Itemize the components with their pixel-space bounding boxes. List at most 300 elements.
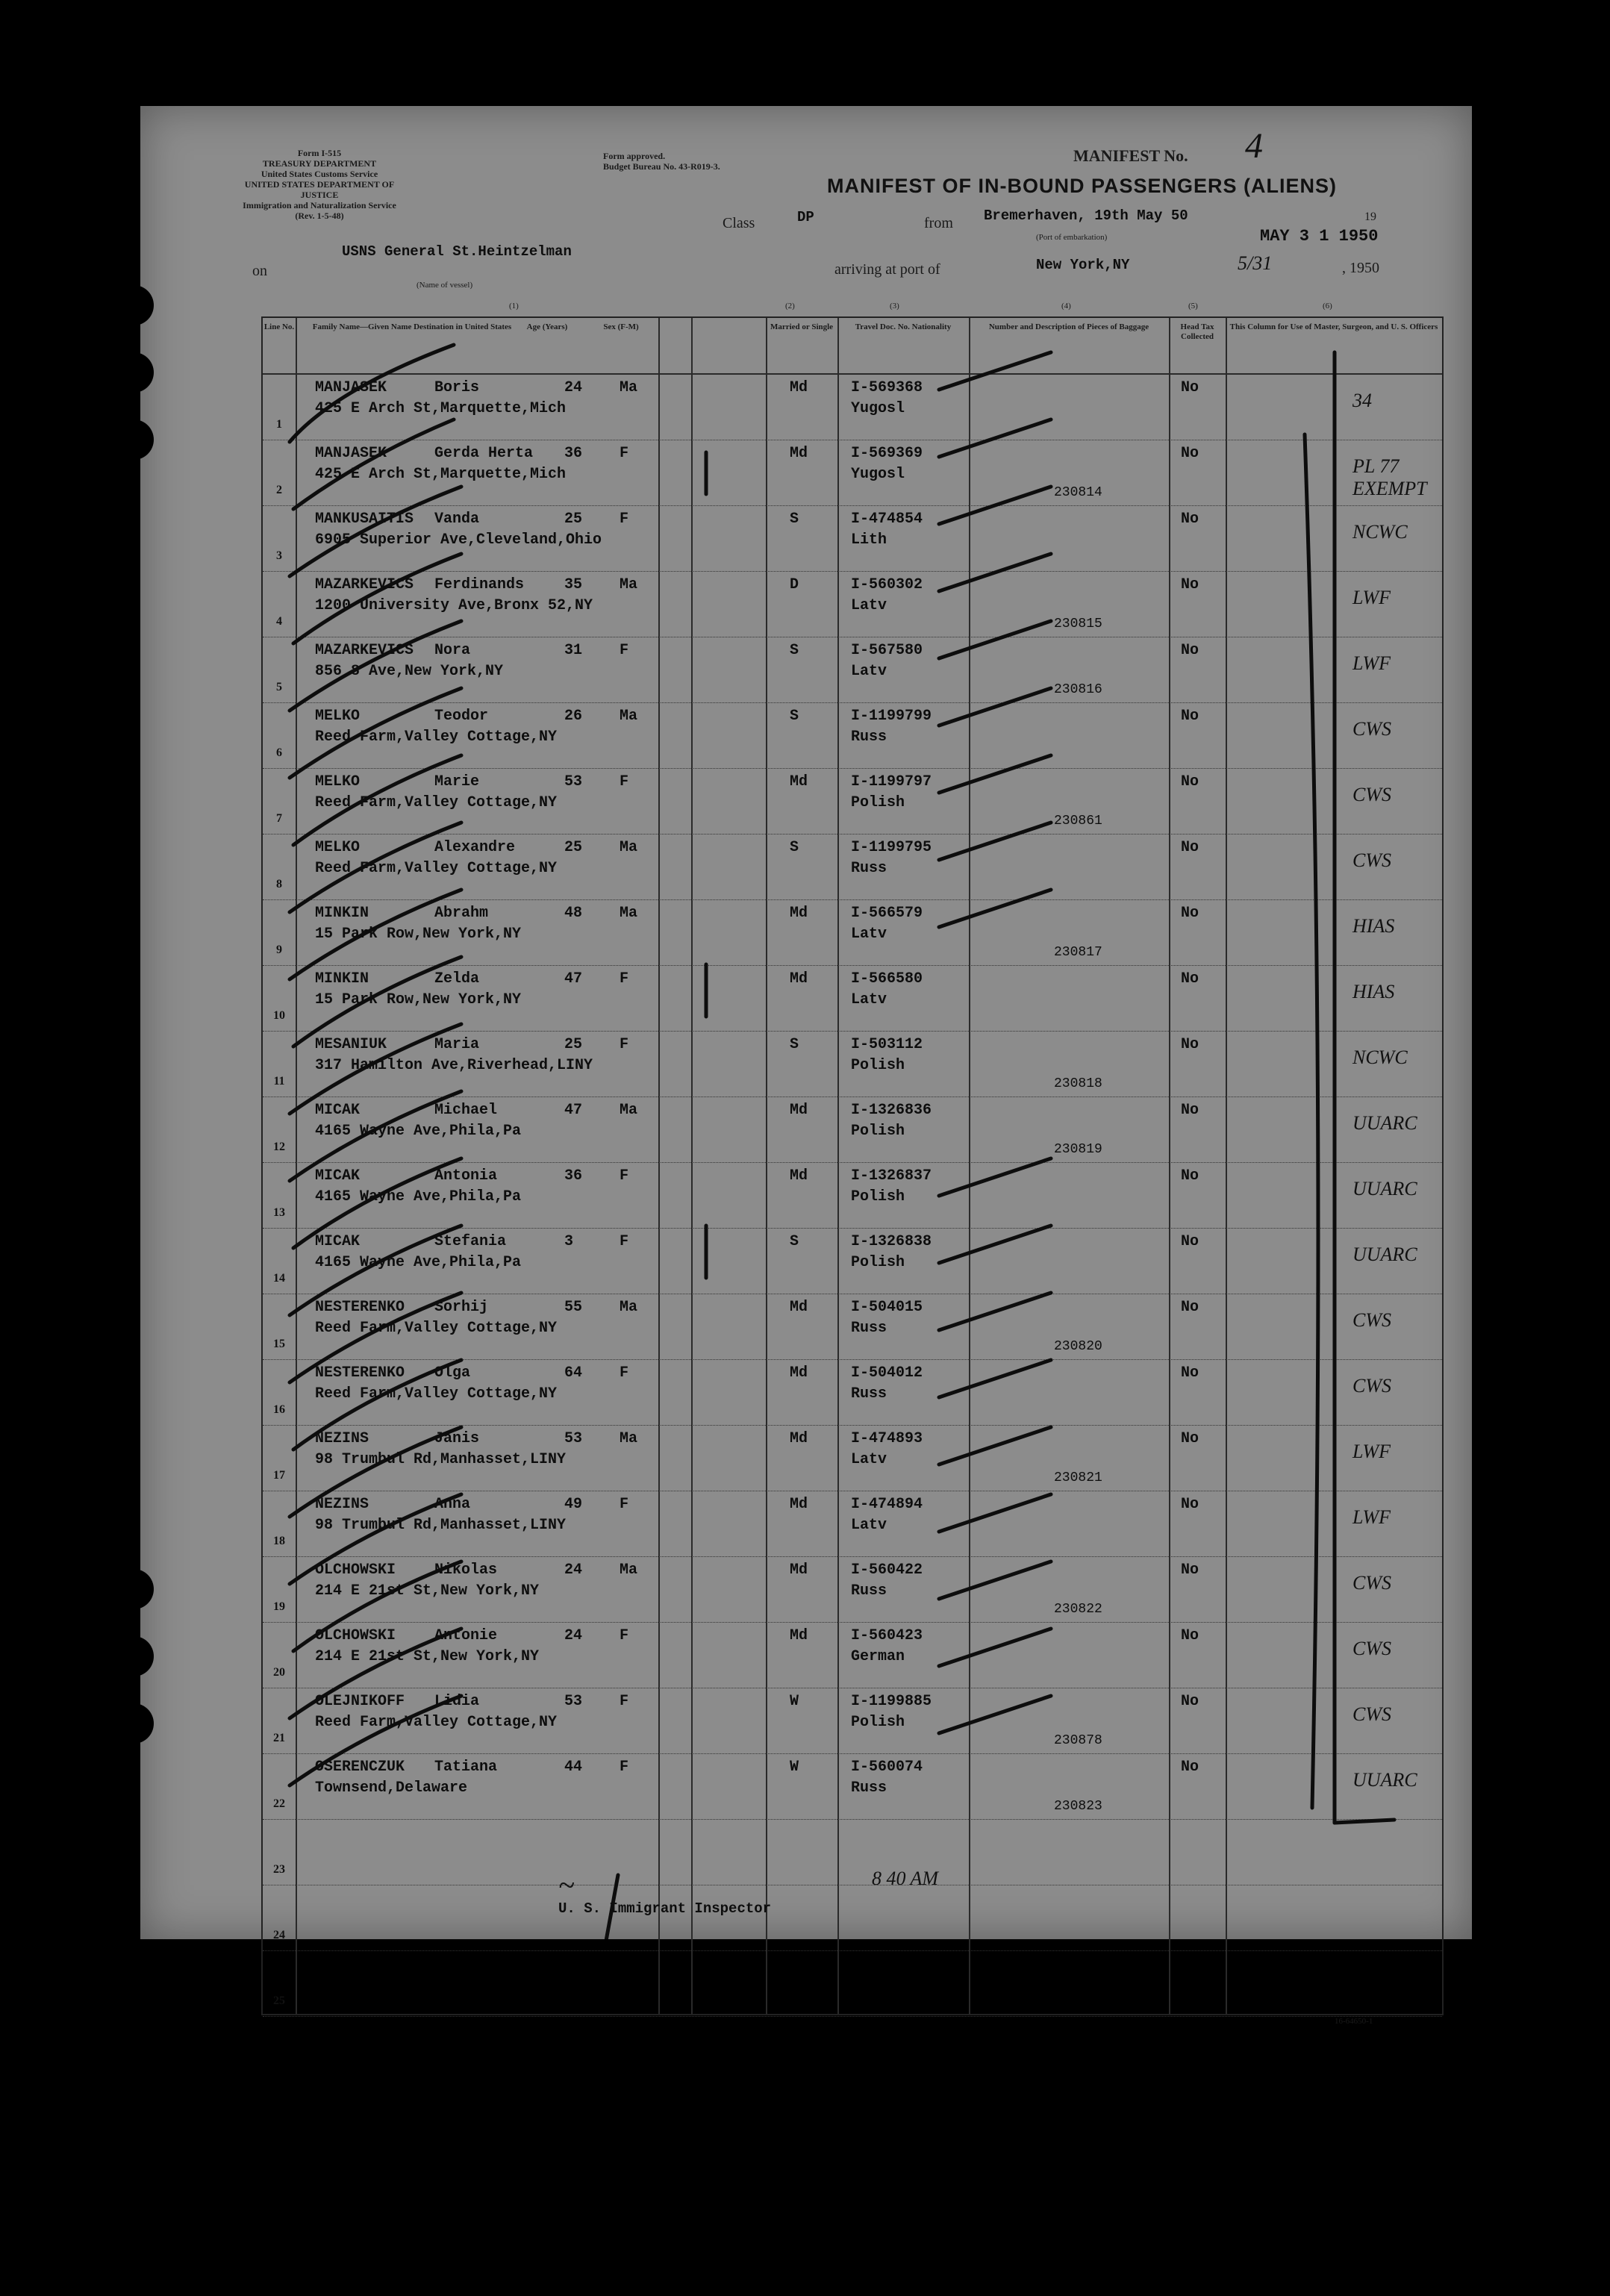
destination: Reed Farm,Valley Cottage,NY	[315, 1714, 558, 1731]
head-tax: No	[1181, 1167, 1199, 1185]
sex: Ma	[620, 1562, 638, 1579]
line-number: 8	[276, 878, 282, 890]
budget-label: Budget Bureau No. 43-R019-3.	[603, 161, 720, 172]
head-tax: No	[1181, 773, 1199, 790]
nationality: Latv	[851, 663, 887, 680]
nationality: Polish	[851, 1057, 905, 1074]
sex: Ma	[620, 379, 638, 396]
given-name: Marie	[434, 773, 480, 790]
age: 31	[564, 642, 583, 659]
line-number: 2	[276, 484, 282, 496]
marital-status: Md	[790, 1496, 808, 1513]
col-number-2: (2)	[785, 302, 795, 311]
nationality: Polish	[851, 1188, 905, 1205]
head-tax: No	[1181, 1233, 1199, 1250]
travel-doc: I-474894	[851, 1496, 923, 1513]
line-number: 22	[273, 1797, 285, 1810]
travel-doc: I-560422	[851, 1562, 923, 1579]
travel-doc: I-560423	[851, 1627, 923, 1644]
line-number: 11	[273, 1075, 285, 1088]
header-sex: Sex (F-M)	[603, 322, 639, 331]
given-name: Antonia	[434, 1167, 498, 1185]
sex: Ma	[620, 839, 638, 856]
age: 24	[564, 379, 583, 396]
baggage: 230819	[1054, 1142, 1102, 1157]
officer-note: LWF	[1352, 652, 1391, 674]
marital-status: S	[790, 1036, 799, 1053]
family-name: MANJASEK	[315, 379, 387, 396]
given-name: Ferdinands	[434, 576, 525, 593]
line-number: 4	[276, 615, 282, 628]
family-name: MANKUSAITIS	[315, 511, 414, 528]
sex: F	[620, 773, 629, 790]
officer-note: NCWC	[1352, 521, 1408, 543]
header-name: Family Name—Given Name Destination in United States	[312, 322, 512, 331]
from-label: from	[924, 215, 953, 231]
head-tax: No	[1181, 642, 1199, 659]
travel-doc: I-1199799	[851, 708, 932, 725]
sex: F	[620, 1496, 629, 1513]
head-tax: No	[1181, 379, 1199, 396]
sex: F	[620, 642, 629, 659]
head-tax: No	[1181, 1562, 1199, 1579]
baggage: 230861	[1054, 814, 1102, 829]
given-name: Gerda Herta	[434, 445, 534, 462]
officer-note: NCWC	[1352, 1046, 1408, 1068]
nationality: Latv	[851, 926, 887, 943]
line-number: 16	[273, 1403, 285, 1416]
marital-status: S	[790, 511, 799, 528]
marital-status: Md	[790, 1299, 808, 1316]
family-name: MELKO	[315, 839, 361, 856]
head-tax: No	[1181, 970, 1199, 988]
travel-doc: I-474893	[851, 1430, 923, 1447]
given-name: Vanda	[434, 511, 480, 528]
destination: Reed Farm,Valley Cottage,NY	[315, 860, 558, 877]
travel-doc: I-566580	[851, 970, 923, 988]
marital-status: Md	[790, 905, 808, 922]
travel-doc: I-569369	[851, 445, 923, 462]
family-name: NEZINS	[315, 1496, 369, 1513]
col-number-5: (5)	[1188, 302, 1198, 311]
date-stamp: MAY 3 1 1950	[1260, 227, 1379, 246]
nationality: Russ	[851, 1320, 887, 1337]
sex: Ma	[620, 1299, 638, 1316]
officer-note: CWS	[1352, 1572, 1391, 1594]
vessel-caption: (Name of vessel)	[416, 281, 473, 290]
line-number: 25	[273, 1994, 285, 2007]
col-number-3: (3)	[890, 302, 899, 311]
sex: F	[620, 1759, 629, 1776]
header-officers: This Column for Use of Master, Surgeon, and U. S. Officers	[1229, 322, 1438, 331]
family-name: MAZARKEVICS	[315, 576, 414, 593]
marital-status: W	[790, 1759, 799, 1776]
family-name: MANJASEK	[315, 445, 387, 462]
destination: 214 E 21st St,New York,NY	[315, 1648, 540, 1665]
sex: Ma	[620, 576, 638, 593]
sex: F	[620, 1036, 629, 1053]
family-name: MAZARKEVICS	[315, 642, 414, 659]
marital-status: W	[790, 1693, 799, 1710]
officer-note: CWS	[1352, 1309, 1391, 1331]
baggage: 230818	[1054, 1076, 1102, 1091]
family-name: OSERENCZUK	[315, 1759, 405, 1776]
form-number: Form I-515	[297, 148, 342, 158]
sex: F	[620, 1693, 629, 1710]
travel-doc: I-474854	[851, 511, 923, 528]
age: 53	[564, 773, 583, 790]
line-number: 21	[273, 1732, 285, 1744]
line-number: 14	[273, 1272, 285, 1285]
nationality: Lith	[851, 531, 887, 549]
travel-doc: I-1199797	[851, 773, 932, 790]
head-tax: No	[1181, 576, 1199, 593]
line-number: 3	[276, 549, 282, 562]
destination: 4165 Wayne Ave,Phila,Pa	[315, 1254, 522, 1271]
officer-note: PL 77 EXEMPT	[1352, 455, 1427, 499]
baggage: 230822	[1054, 1602, 1102, 1617]
nationality: Russ	[851, 729, 887, 746]
family-name: MELKO	[315, 708, 361, 725]
marital-status: Md	[790, 970, 808, 988]
officer-note: CWS	[1352, 1375, 1391, 1397]
baggage: 230878	[1054, 1733, 1102, 1748]
baggage: 230820	[1054, 1339, 1102, 1354]
family-name: MESANIUK	[315, 1036, 387, 1053]
destination: 4165 Wayne Ave,Phila,Pa	[315, 1188, 522, 1205]
marital-status: Md	[790, 1167, 808, 1185]
baggage: 230815	[1054, 617, 1102, 631]
marital-status: Md	[790, 445, 808, 462]
line-number: 17	[273, 1469, 285, 1482]
customs-label: United States Customs Service	[260, 169, 378, 179]
age: 36	[564, 1167, 583, 1185]
head-tax: No	[1181, 1693, 1199, 1710]
sex: F	[620, 1167, 629, 1185]
line-number: 15	[273, 1338, 285, 1350]
head-tax: No	[1181, 445, 1199, 462]
family-name: OLCHOWSKI	[315, 1627, 396, 1644]
head-tax: No	[1181, 1364, 1199, 1382]
officer-note: UUARC	[1352, 1178, 1417, 1200]
age: 24	[564, 1627, 583, 1644]
line-number: 5	[276, 681, 282, 693]
given-name: Zelda	[434, 970, 480, 988]
head-tax: No	[1181, 1102, 1199, 1119]
inspector-caption: U. S. Immigrant Inspector	[558, 1900, 772, 1917]
travel-doc: I-1326838	[851, 1233, 932, 1250]
col-number-4: (4)	[1061, 302, 1071, 311]
head-tax: No	[1181, 1627, 1199, 1644]
travel-doc: I-567580	[851, 642, 923, 659]
marital-status: Md	[790, 773, 808, 790]
nationality: Polish	[851, 1714, 905, 1731]
age: 53	[564, 1693, 583, 1710]
destination: 6905 Superior Ave,Cleveland,Ohio	[315, 531, 602, 549]
travel-doc: I-569368	[851, 379, 923, 396]
travel-doc: I-503112	[851, 1036, 923, 1053]
arriving-label: arriving at port of	[834, 261, 940, 278]
travel-doc: I-504012	[851, 1364, 923, 1382]
given-name: Nora	[434, 642, 471, 659]
officer-note: HIAS	[1352, 981, 1395, 1002]
given-name: Boris	[434, 379, 480, 396]
destination: Reed Farm,Valley Cottage,NY	[315, 1385, 558, 1403]
line-number: 18	[273, 1535, 285, 1547]
travel-doc: I-1326837	[851, 1167, 932, 1185]
baggage: 230817	[1054, 945, 1102, 960]
officer-note: 34	[1352, 390, 1372, 411]
arrival-year: , 1950	[1342, 260, 1379, 276]
nationality: German	[851, 1648, 905, 1665]
destination: 15 Park Row,New York,NY	[315, 926, 522, 943]
baggage: 230823	[1054, 1799, 1102, 1814]
line-number: 1	[276, 418, 282, 431]
signature-time: 8 40 AM	[872, 1868, 939, 1889]
col-number-6: (6)	[1323, 302, 1332, 311]
officer-note: CWS	[1352, 1638, 1391, 1659]
destination: 317 Hamilton Ave,Riverhead,LINY	[315, 1057, 593, 1074]
age: 25	[564, 511, 583, 528]
age: 25	[564, 839, 583, 856]
nationality: Latv	[851, 991, 887, 1008]
head-tax: No	[1181, 1496, 1199, 1513]
officer-note: LWF	[1352, 1441, 1391, 1462]
given-name: Alexandre	[434, 839, 516, 856]
col-number-1: (1)	[509, 302, 519, 311]
manifest-title: MANIFEST OF IN-BOUND PASSENGERS (ALIENS)	[827, 175, 1338, 197]
marital-status: Md	[790, 1430, 808, 1447]
family-name: MINKIN	[315, 905, 369, 922]
line-number: 13	[273, 1206, 285, 1219]
destination: 856 8 Ave,New York,NY	[315, 663, 504, 680]
destination: 425 E Arch St,Marquette,Mich	[315, 400, 567, 417]
marital-status: Md	[790, 1102, 808, 1119]
destination: 4165 Wayne Ave,Phila,Pa	[315, 1123, 522, 1140]
travel-doc: I-1199885	[851, 1693, 932, 1710]
age: 53	[564, 1430, 583, 1447]
travel-doc: I-560074	[851, 1759, 923, 1776]
given-name: Olga	[434, 1364, 471, 1382]
vessel-name: USNS General St.Heintzelman	[342, 243, 572, 260]
given-name: Janis	[434, 1430, 480, 1447]
sex: F	[620, 511, 629, 528]
header-headtax: Head Tax Collected	[1180, 322, 1214, 341]
line-number: 12	[273, 1141, 285, 1153]
destination: Reed Farm,Valley Cottage,NY	[315, 1320, 558, 1337]
given-name: Tatiana	[434, 1759, 498, 1776]
baggage: 230821	[1054, 1470, 1102, 1485]
marital-status: Md	[790, 1627, 808, 1644]
given-name: Nikolas	[434, 1562, 498, 1579]
destination: Townsend,Delaware	[315, 1779, 468, 1797]
given-name: Stefania	[434, 1233, 507, 1250]
family-name: NESTERENKO	[315, 1364, 405, 1382]
travel-doc: I-1326836	[851, 1102, 932, 1119]
officer-note: HIAS	[1352, 915, 1395, 937]
destination: Reed Farm,Valley Cottage,NY	[315, 729, 558, 746]
class-value: DP	[797, 209, 814, 225]
age: 44	[564, 1759, 583, 1776]
given-name: Michael	[434, 1102, 498, 1119]
destination: 214 E 21st St,New York,NY	[315, 1582, 540, 1600]
officer-note: UUARC	[1352, 1244, 1417, 1265]
officer-note: CWS	[1352, 784, 1391, 805]
line-number: 24	[273, 1929, 285, 1941]
approval-label: Form approved.	[603, 151, 666, 161]
line-number: 10	[273, 1009, 285, 1022]
head-tax: No	[1181, 1759, 1199, 1776]
travel-doc: I-504015	[851, 1299, 923, 1316]
header-line: Line No.	[263, 322, 295, 331]
head-tax: No	[1181, 905, 1199, 922]
year-suffix: 19	[1364, 210, 1376, 223]
age: 26	[564, 708, 583, 725]
arrival-date-handwritten: 5/31	[1238, 252, 1273, 274]
age: 24	[564, 1562, 583, 1579]
sex: Ma	[620, 1430, 638, 1447]
age: 47	[564, 970, 583, 988]
header-baggage: Number and Description of Pieces of Baggage	[988, 322, 1149, 331]
justice-label: UNITED STATES DEPARTMENT OF JUSTICE	[244, 179, 395, 200]
given-name: Sorhij	[434, 1299, 489, 1316]
age: 35	[564, 576, 583, 593]
nationality: Russ	[851, 1385, 887, 1403]
age: 49	[564, 1496, 583, 1513]
destination: 98 Trumbul Rd,Manhasset,LINY	[315, 1451, 567, 1468]
line-number: 9	[276, 943, 282, 956]
line-number: 20	[273, 1666, 285, 1679]
age: 36	[564, 445, 583, 462]
header-married: Married or Single	[770, 322, 834, 331]
revision-label: (Rev. 1-5-48)	[295, 210, 344, 221]
manifest-no-value: 4	[1245, 126, 1263, 166]
manifest-page	[140, 106, 1472, 2026]
head-tax: No	[1181, 1036, 1199, 1053]
officer-note: CWS	[1352, 718, 1391, 740]
family-name: MICAK	[315, 1102, 361, 1119]
header-travel: Travel Doc. No. Nationality	[855, 322, 952, 331]
age: 47	[564, 1102, 583, 1119]
age: 48	[564, 905, 583, 922]
officer-note: CWS	[1352, 1703, 1391, 1725]
family-name: MINKIN	[315, 970, 369, 988]
officer-note: LWF	[1352, 587, 1391, 608]
marital-status: S	[790, 642, 799, 659]
nationality: Polish	[851, 1123, 905, 1140]
officer-note: UUARC	[1352, 1112, 1417, 1134]
nationality: Yugosl	[851, 466, 905, 483]
footer-code: 16-64650-1	[1335, 2017, 1373, 2026]
treasury-label: TREASURY DEPARTMENT	[262, 158, 377, 169]
given-name: Teodor	[434, 708, 489, 725]
family-name: OLCHOWSKI	[315, 1562, 396, 1579]
baggage: 230816	[1054, 682, 1102, 697]
line-number: 6	[276, 746, 282, 759]
inspector-signature: ~	[558, 1868, 575, 1902]
nationality: Latv	[851, 1517, 887, 1534]
age: 55	[564, 1299, 583, 1316]
on-label: on	[252, 263, 267, 279]
family-name: MICAK	[315, 1233, 361, 1250]
sex: F	[620, 445, 629, 462]
given-name: Anna	[434, 1496, 471, 1513]
family-name: NEZINS	[315, 1430, 369, 1447]
nationality: Yugosl	[851, 400, 905, 417]
sex: F	[620, 1364, 629, 1382]
class-label: Class	[723, 215, 755, 231]
sex: Ma	[620, 708, 638, 725]
marital-status: Md	[790, 1364, 808, 1382]
baggage: 230814	[1054, 485, 1102, 500]
nationality: Russ	[851, 1779, 887, 1797]
family-name: OLEJNIKOFF	[315, 1693, 405, 1710]
marital-status: S	[790, 1233, 799, 1250]
destination: 425 E Arch St,Marquette,Mich	[315, 466, 567, 483]
travel-doc: I-560302	[851, 576, 923, 593]
table-row	[263, 1951, 1442, 2017]
family-name: MELKO	[315, 773, 361, 790]
ins-label: Immigration and Naturalization Service	[243, 200, 396, 210]
sex: Ma	[620, 1102, 638, 1119]
marital-status: Md	[790, 1562, 808, 1579]
marital-status: D	[790, 576, 799, 593]
officer-note: CWS	[1352, 849, 1391, 871]
nationality: Polish	[851, 1254, 905, 1271]
marital-status: S	[790, 839, 799, 856]
manifest-no-label: MANIFEST No.	[1073, 146, 1188, 165]
nationality: Russ	[851, 860, 887, 877]
head-tax: No	[1181, 511, 1199, 528]
given-name: Abrahm	[434, 905, 489, 922]
destination: 98 Trumbul Rd,Manhasset,LINY	[315, 1517, 567, 1534]
marital-status: Md	[790, 379, 808, 396]
line-number: 7	[276, 812, 282, 825]
given-name: Maria	[434, 1036, 480, 1053]
officer-note: LWF	[1352, 1506, 1391, 1528]
nationality: Latv	[851, 597, 887, 614]
head-tax: No	[1181, 839, 1199, 856]
sex: Ma	[620, 905, 638, 922]
head-tax: No	[1181, 1430, 1199, 1447]
line-number: 19	[273, 1600, 285, 1613]
nationality: Latv	[851, 1451, 887, 1468]
family-name: MICAK	[315, 1167, 361, 1185]
family-name: NESTERENKO	[315, 1299, 405, 1316]
given-name: Lidia	[434, 1693, 480, 1710]
given-name: Antonie	[434, 1627, 498, 1644]
age: 3	[564, 1233, 574, 1250]
travel-doc: I-566579	[851, 905, 923, 922]
age: 64	[564, 1364, 583, 1382]
marital-status: S	[790, 708, 799, 725]
nationality: Russ	[851, 1582, 887, 1600]
travel-doc: I-1199795	[851, 839, 932, 856]
destination: Reed Farm,Valley Cottage,NY	[315, 794, 558, 811]
destination: 15 Park Row,New York,NY	[315, 991, 522, 1008]
nationality: Polish	[851, 794, 905, 811]
header-age: Age (Years)	[526, 322, 568, 331]
head-tax: No	[1181, 708, 1199, 725]
age: 25	[564, 1036, 583, 1053]
handwritten-marks	[140, 106, 1472, 1939]
from-value: Bremerhaven, 19th May 50	[984, 208, 1188, 224]
sex: F	[620, 970, 629, 988]
port-embarkation-caption: (Port of embarkation)	[1036, 233, 1108, 242]
officer-note: UUARC	[1352, 1769, 1417, 1791]
arrival-port: New York,NY	[1036, 257, 1130, 273]
head-tax: No	[1181, 1299, 1199, 1316]
